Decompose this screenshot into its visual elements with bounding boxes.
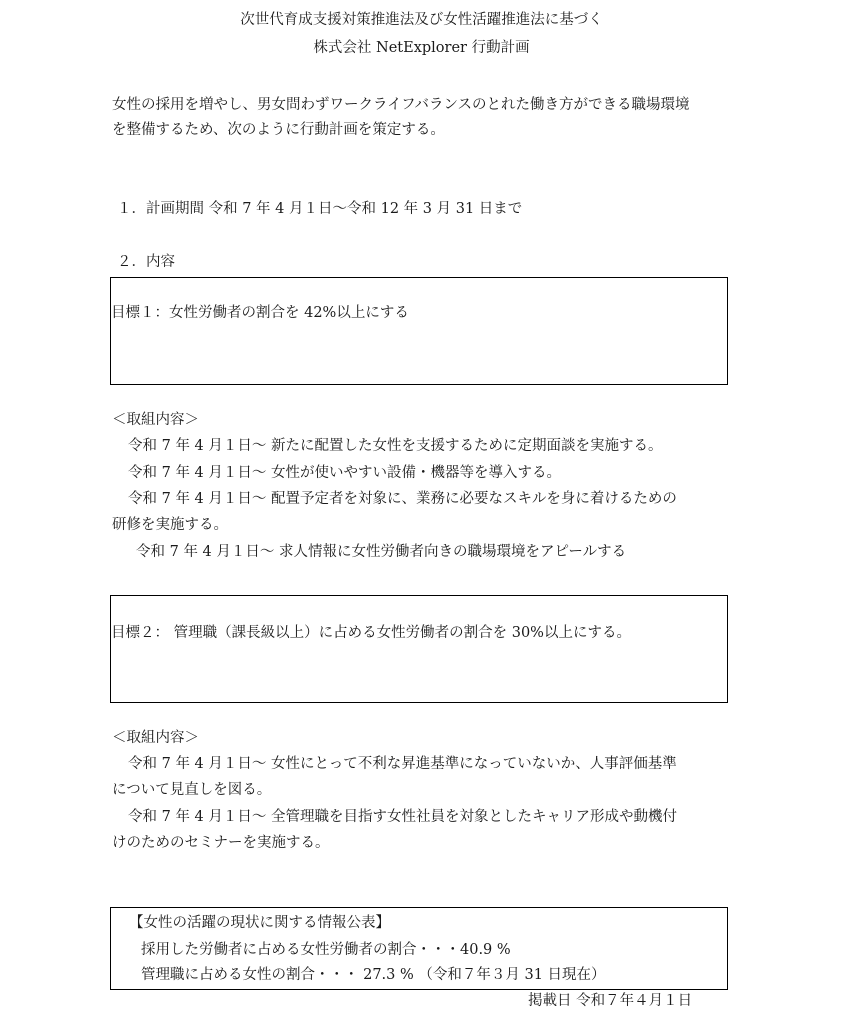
- header-title: 次世代育成支援対策推進法及び女性活躍推進法に基づく: [240, 12, 603, 28]
- actions-1-item-3-continued: 研修を実施する。: [112, 517, 228, 533]
- intro-line-1: 女性の採用を増やし、男女問わずワークライフバランスのとれた働き方ができる職場環境: [112, 97, 690, 113]
- actions-1-item-4: 令和 7 年 4 月１日～ 求人情報に女性労働者向きの職場環境をアピールする: [136, 544, 627, 560]
- goal-1-box: [110, 277, 728, 385]
- actions-2-item-2-continued: けのためのセミナーを実施する。: [112, 835, 330, 851]
- actions-1-item-3: 令和 7 年 4 月１日～ 配置予定者を対象に、業務に必要なスキルを身に着けるための: [128, 491, 677, 507]
- actions-2-item-1-continued: について見直しを図る。: [112, 782, 272, 798]
- posting-date: 掲載日 令和７年４月１日: [528, 993, 693, 1009]
- section-content-heading: ２．内容: [117, 254, 175, 270]
- goal-1-text: 目標１：女性労働者の割合を 42%以上にする: [111, 305, 409, 321]
- disclosure-box: [110, 907, 728, 990]
- actions-1-item-1: 令和 7 年 4 月１日～ 新たに配置した女性を支援するために定期面談を実施する。: [128, 438, 663, 454]
- actions-2-item-2: 令和 7 年 4 月１日～ 全管理職を目指す女性社員を対象としたキャリア形成や動機付: [128, 809, 677, 825]
- actions-2-heading: ＜取組内容＞: [112, 730, 199, 746]
- goal-2-text: 目標２： 管理職（課長級以上）に占める女性労働者の割合を 30%以上にする。: [111, 625, 631, 641]
- disclosure-female-hire-ratio: 採用した労働者に占める女性労働者の割合・・・40.9 %: [141, 942, 511, 958]
- actions-1-item-2: 令和 7 年 4 月１日～ 女性が使いやすい設備・機器等を導入する。: [128, 465, 561, 481]
- intro-line-2: を整備するため、次のように行動計画を策定する。: [112, 122, 445, 138]
- plan-period: １．計画期間 令和 7 年 4 月１日～令和 12 年 3 月 31 日まで: [117, 201, 523, 217]
- disclosure-title: 【女性の活躍の現状に関する情報公表】: [129, 915, 390, 931]
- actions-1-heading: ＜取組内容＞: [112, 412, 199, 428]
- actions-2-item-1: 令和 7 年 4 月１日～ 女性にとって不利な昇進基準になっていないか、人事評価基準: [128, 756, 677, 772]
- disclosure-female-manager-ratio: 管理職に占める女性の割合・・・ 27.3 % （令和７年３月 31 日現在）: [141, 967, 606, 983]
- header-company-plan: 株式会社 NetExplorer 行動計画: [313, 40, 530, 56]
- goal-2-box: [110, 595, 728, 703]
